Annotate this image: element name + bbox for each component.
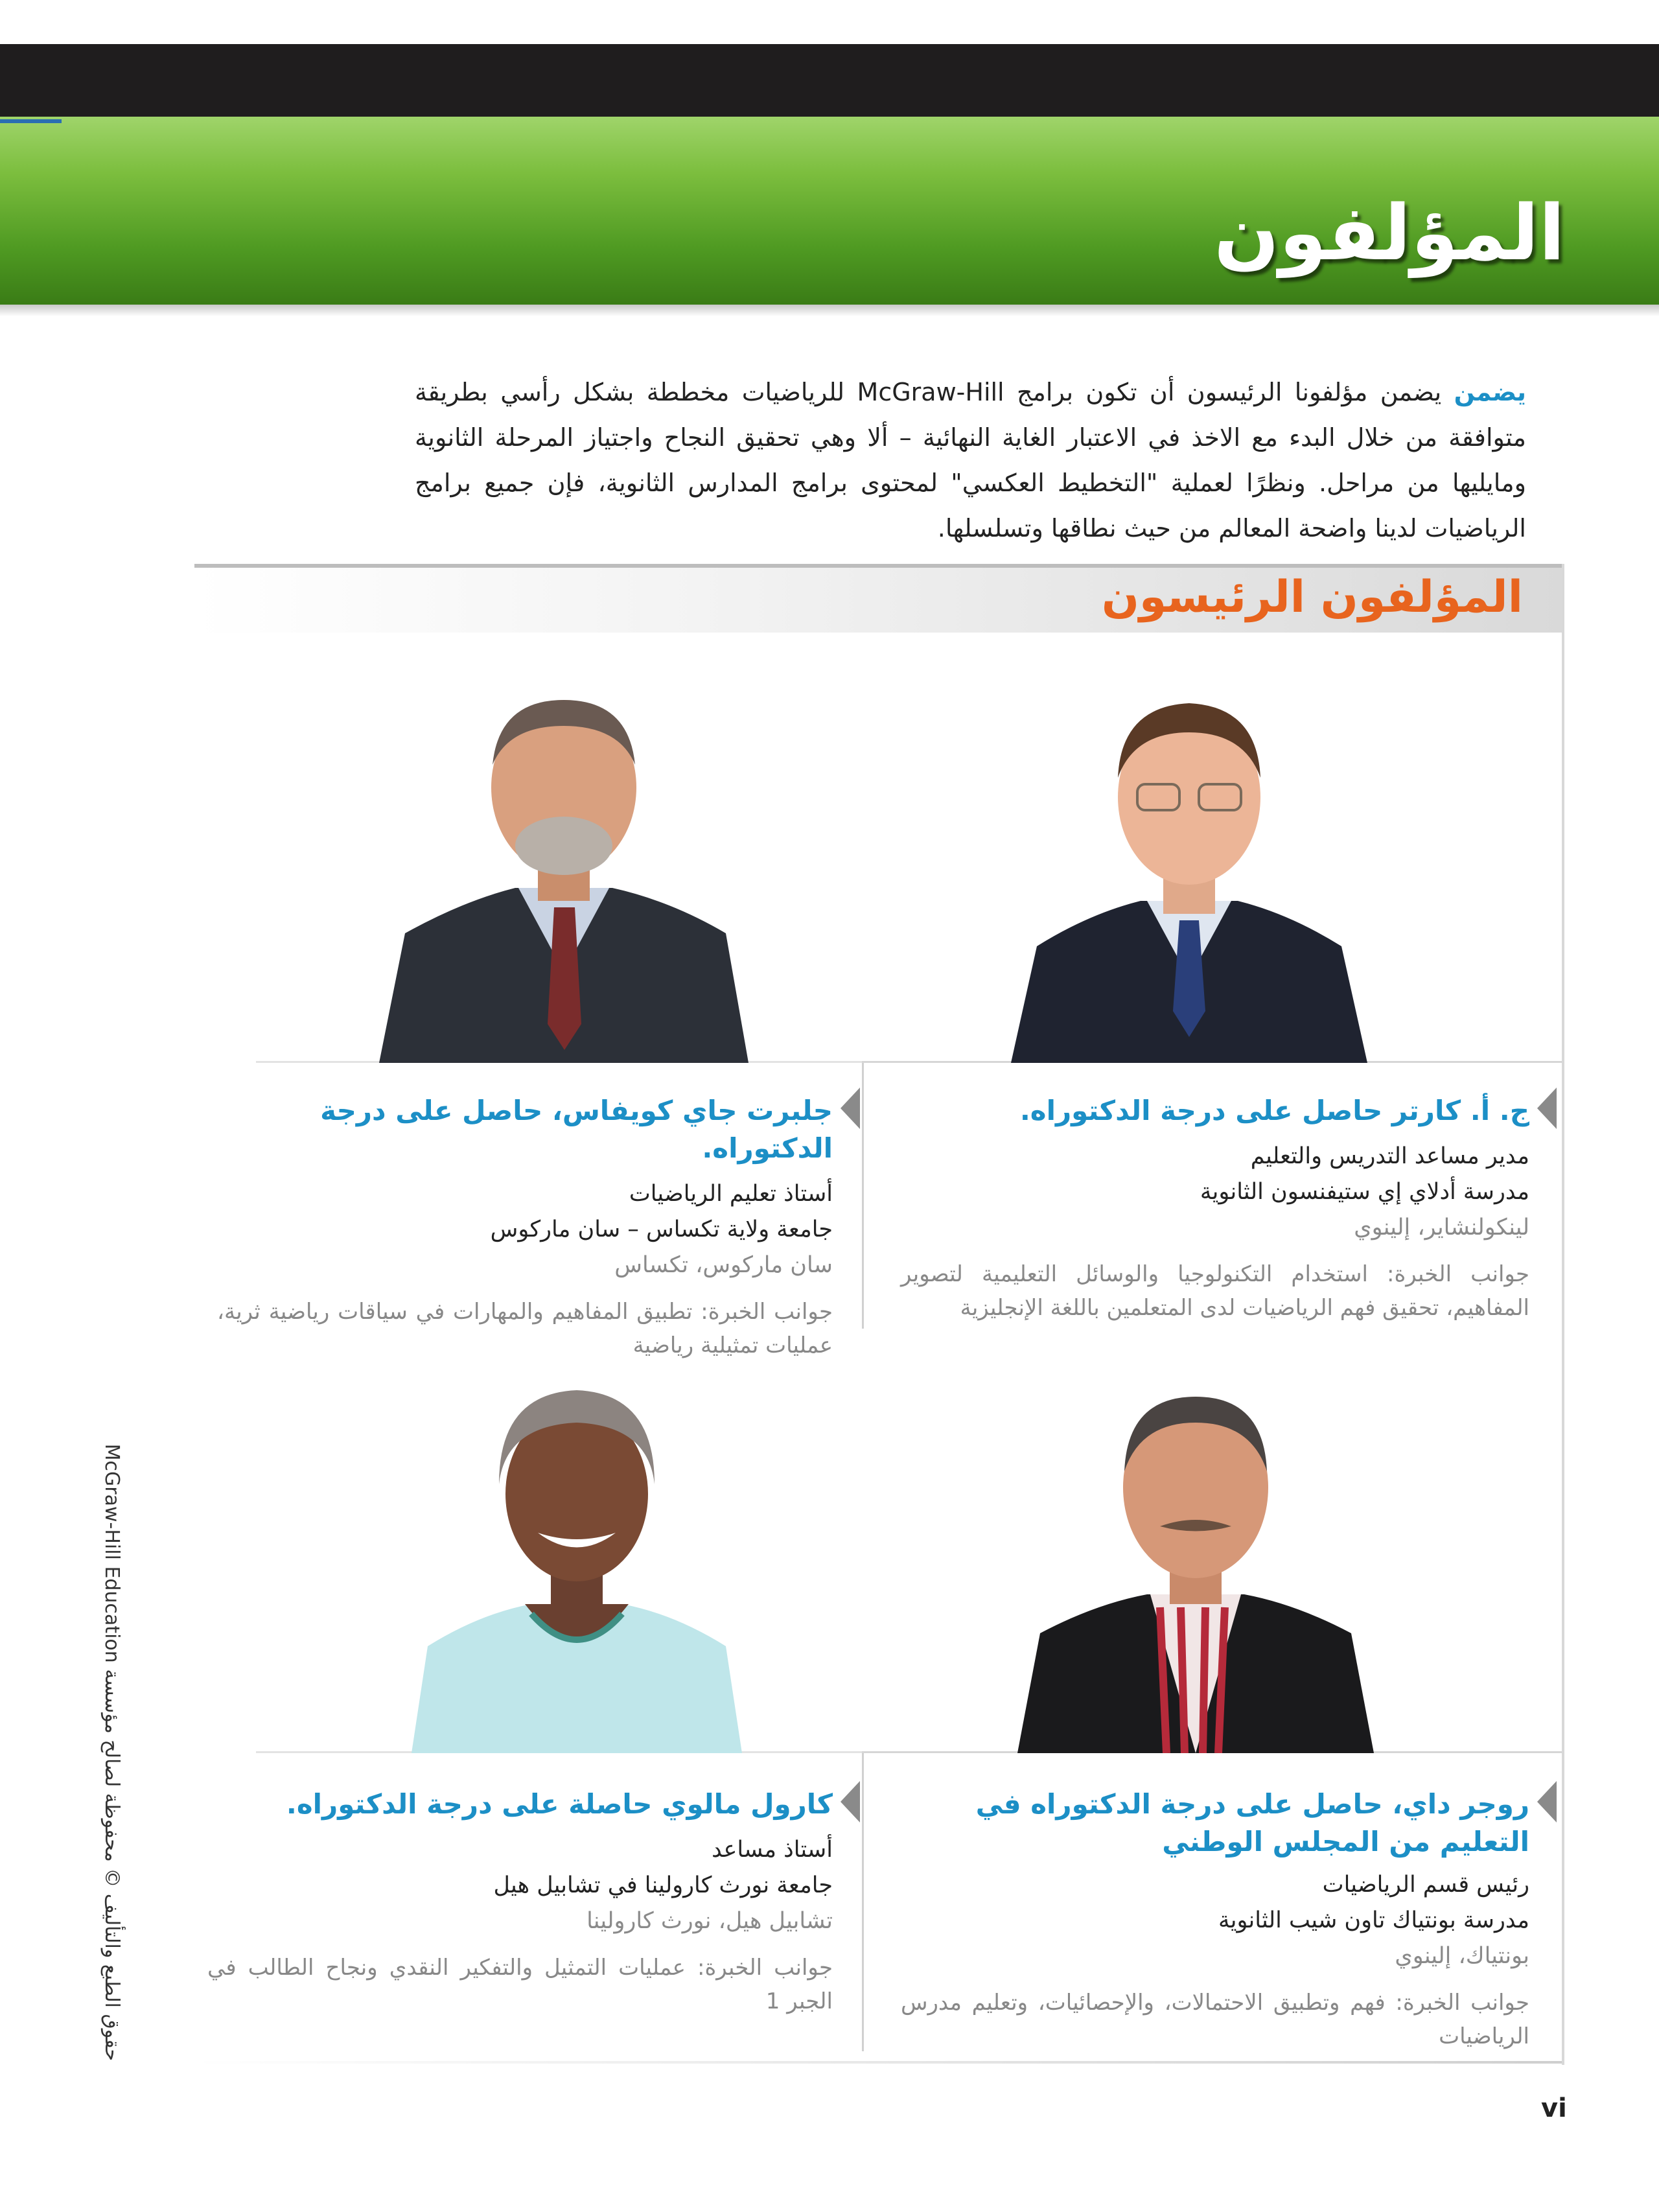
copyright-text: حقوق الطبع والتأليف © محفوظة لصالح مؤسسة McGraw-Hill Education [100,1443,123,2061]
bio-marker-icon [841,1781,860,1822]
author-expertise: جوانب الخبرة: استخدام التكنولوجيا والوسائل التعليمية لتصوير المفاهيم، تحقيق فهم الرياضيات لدى المتعلمين باللغة الإنجليزية [901,1261,1529,1321]
bio-marker-icon [841,1088,860,1129]
author-school: جامعة ولاية تكساس – سان ماركوس [490,1217,833,1242]
author-name: كارول مالوي حاصلة على درجة الدكتوراه. [286,1788,833,1820]
author-photo-cuevas [373,674,755,1063]
author-location: بونتياك، إلينوي [1395,1943,1529,1969]
author-name: ج. أ. كارتر حاصل على درجة الدكتوراه. [1019,1095,1529,1126]
column-divider-bottom [862,1753,864,2051]
author-bio-cuevas [217,1092,833,1362]
author-expertise: جوانب الخبرة: فهم وتطبيق الاحتمالات، والإحصائيات، وتعليم مدرس الرياضيات [901,1990,1529,2049]
author-role: أستاذ مساعد [712,1837,833,1863]
column-divider-top [862,1063,864,1329]
author-role: أستاذ تعليم الرياضيات [629,1181,833,1207]
author-photo-malloy [402,1368,752,1753]
author-expertise: جوانب الخبرة: عمليات التمثيل والتفكير النقدي ونجاح الطالب في الجبر 1 [207,1955,833,2014]
section-header [194,564,1562,633]
intro-lead-word: يضمن [1454,378,1526,406]
top-black-bar [0,44,1659,117]
page-number: vi [1541,2093,1567,2123]
author-bio-carter [901,1092,1529,1325]
panel-bottom-rule [194,2061,1562,2064]
author-bio-day [901,1786,1529,2053]
bio-marker-icon [1537,1088,1557,1129]
intro-body: يضمن مؤلفونا الرئيسون أن تكون برامج McGraw-Hill للرياضيات مخططة بشكل رأسي بطريقة متوافقة من خلال البدء مع الاخذ في الاعتبار الغاية النهائية – ألا وهي تحقيق النجاح واجتياز المرحلة الثانوية ومايليها من مراحل. ونظرًا لعملية "التخطيط العكسي" لمحتوى برامج المدارس الثانوية، فإن جميع برامج الرياضيات لدينا واضحة المعالم من حيث نطاقها وتسلسلها. [415,378,1526,542]
author-expertise: جوانب الخبرة: تطبيق المفاهيم والمهارات في سياقات رياضية ثرية، عمليات تمثيلية رياضية [217,1299,833,1358]
section-title: المؤلفون الرئيسون [1101,572,1523,623]
author-bio-malloy [207,1786,833,2018]
accent-strip [0,119,62,123]
author-school: مدرسة بونتياك تاون شيب الثانوية [1218,1907,1529,1933]
author-name: جلبرت جاي كويفاس، حاصل على درجة الدكتوراه. [320,1095,833,1164]
author-location: لينكولنشاير، إلينوي [1354,1215,1529,1240]
author-photo-day [1011,1374,1380,1753]
author-role: رئيس قسم الرياضيات [1322,1872,1529,1898]
bio-marker-icon [1537,1781,1557,1822]
author-location: سان ماركوس، تكساس [614,1252,833,1278]
author-school: مدرسة أدلاي إي ستيفنسون الثانوية [1200,1179,1529,1205]
page-title: المؤلفون [1214,188,1565,277]
intro-paragraph [415,369,1526,551]
author-role: مدير مساعد التدريس والتعليم [1250,1143,1529,1169]
author-school: جامعة نورث كارولينا في تشابيل هيل [493,1872,833,1898]
author-name: روجر داي، حاصل على درجة الدكتوراه في التعليم من المجلس الوطني [975,1788,1529,1857]
author-location: تشابيل هيل، نورث كارولينا [586,1908,833,1934]
banner-shadow [0,305,1659,316]
author-photo-carter [998,674,1380,1063]
